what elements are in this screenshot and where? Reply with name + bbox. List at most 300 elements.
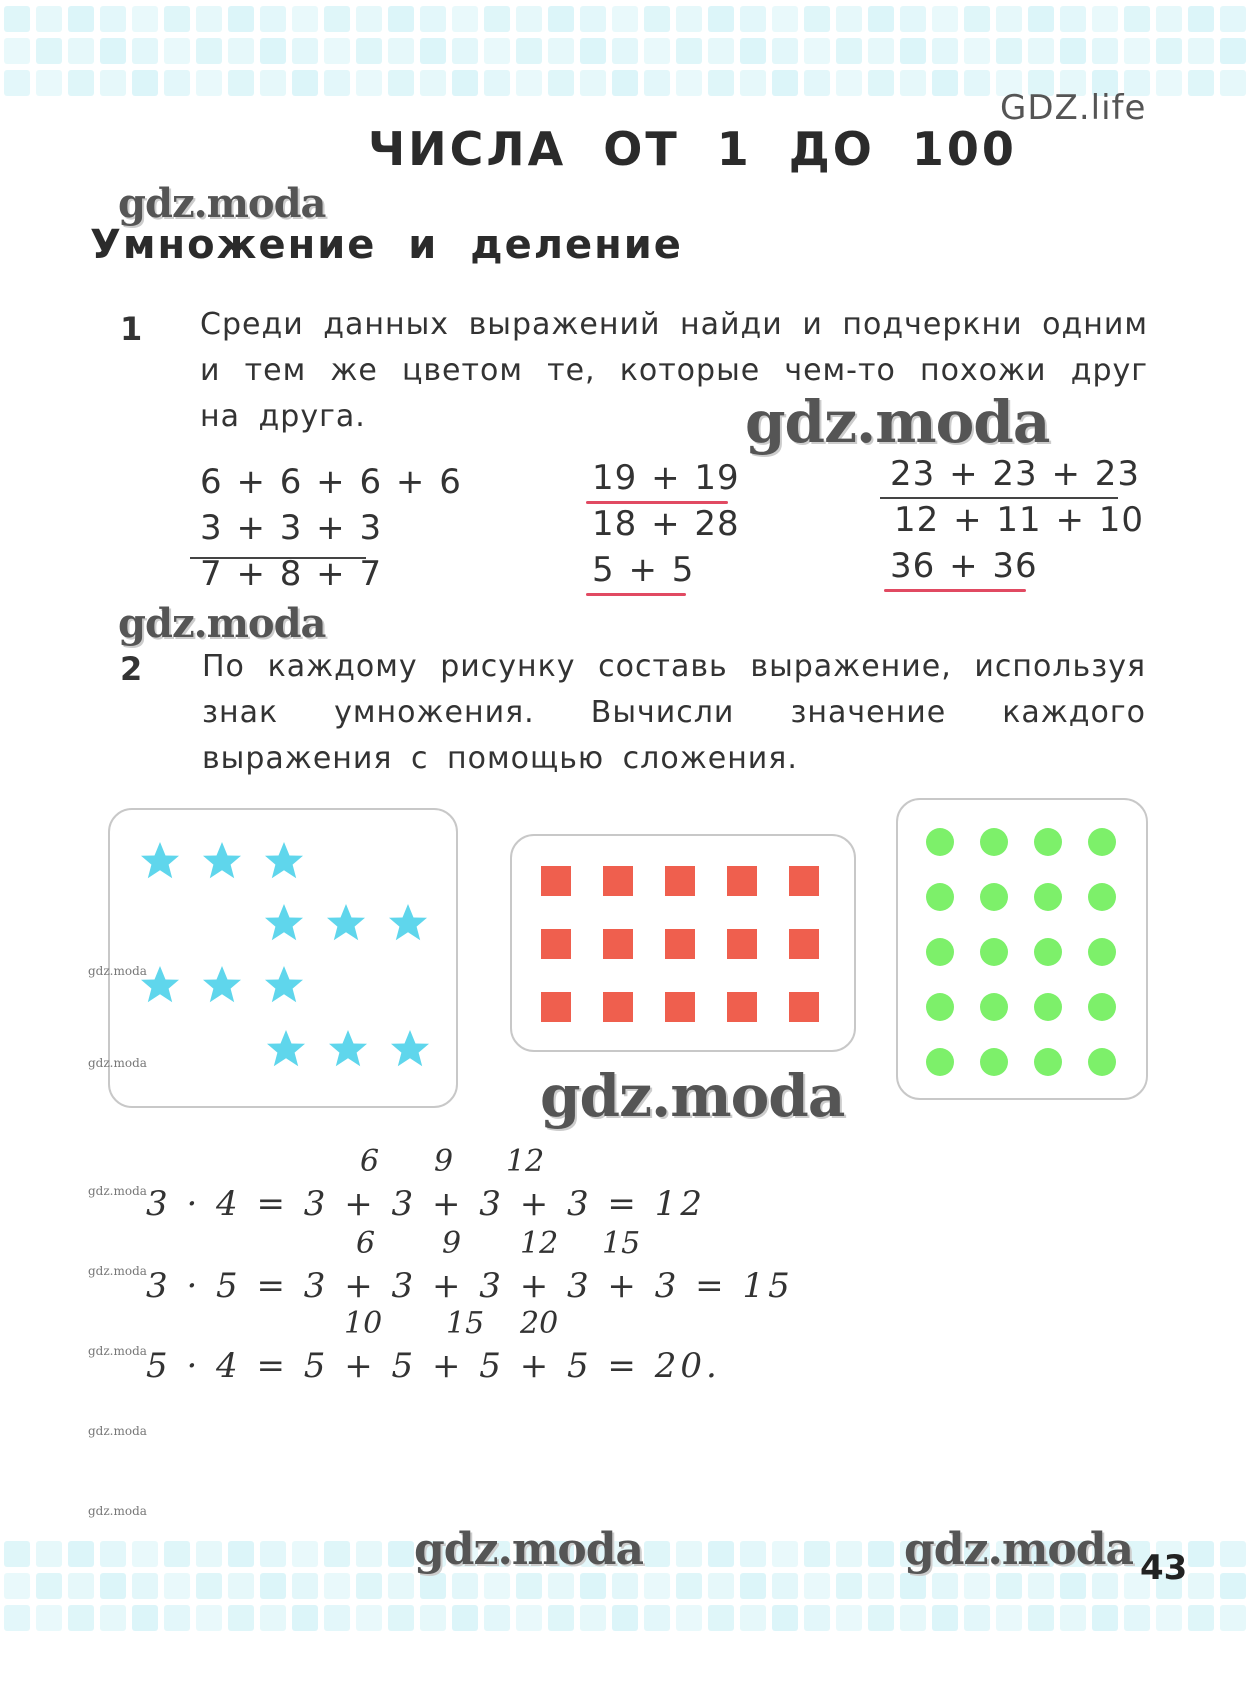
- tile: [548, 6, 574, 32]
- tile: [452, 38, 478, 64]
- partial-sum: 12: [506, 1144, 545, 1179]
- circle-icon: [980, 993, 1008, 1021]
- tile: [1188, 6, 1214, 32]
- star-icon: [265, 966, 303, 1002]
- tile: [4, 38, 30, 64]
- tile: [1028, 1573, 1054, 1599]
- tile: [612, 6, 638, 32]
- tile: [708, 1541, 734, 1567]
- tile: [164, 70, 190, 96]
- tile: [484, 6, 510, 32]
- tile: [996, 38, 1022, 64]
- star-icon: [265, 842, 303, 878]
- tile: [580, 70, 606, 96]
- tile: [868, 1573, 894, 1599]
- tile: [1220, 1541, 1246, 1567]
- tile: [420, 6, 446, 32]
- tile: [228, 1605, 254, 1631]
- tile: [228, 38, 254, 64]
- task-1-text: Среди данных выражений найди и подчеркни одним и тем же цветом те, которые чем-то похожи друг на друга.: [200, 307, 1148, 434]
- tile: [164, 6, 190, 32]
- circle-icon: [1034, 1048, 1062, 1076]
- tile: [1124, 6, 1150, 32]
- tile: [196, 38, 222, 64]
- tile: [164, 38, 190, 64]
- tile: [164, 1573, 190, 1599]
- task-2-number: 2: [120, 650, 143, 688]
- star-group: [267, 1030, 429, 1066]
- watermark: gdz.moda: [118, 600, 326, 647]
- star-icon: [203, 966, 241, 1002]
- tile: [644, 6, 670, 32]
- star-icon: [327, 904, 365, 940]
- tile: [548, 38, 574, 64]
- tile: [292, 38, 318, 64]
- circle-icon: [1034, 993, 1062, 1021]
- expression: 36 + 36: [890, 546, 1038, 586]
- circle-icon: [1088, 993, 1116, 1021]
- tile: [644, 1541, 670, 1567]
- tile: [1060, 1605, 1086, 1631]
- tile: [228, 1573, 254, 1599]
- tile: [100, 70, 126, 96]
- tile: [196, 6, 222, 32]
- tile: [324, 6, 350, 32]
- tile: [484, 1573, 510, 1599]
- tile: [804, 1541, 830, 1567]
- tile: [804, 6, 830, 32]
- tile: [900, 6, 926, 32]
- tile: [964, 1573, 990, 1599]
- tile: [452, 70, 478, 96]
- circle-icon: [1034, 883, 1062, 911]
- tile: [452, 1605, 478, 1631]
- tile: [484, 70, 510, 96]
- tile: [612, 38, 638, 64]
- tile: [1220, 1573, 1246, 1599]
- tile: [484, 1605, 510, 1631]
- tile: [1220, 38, 1246, 64]
- tile: [964, 1605, 990, 1631]
- tile: [1188, 1573, 1214, 1599]
- partial-sum: 12: [520, 1226, 559, 1261]
- tile: [36, 70, 62, 96]
- tile: [804, 38, 830, 64]
- tile: [1124, 1605, 1150, 1631]
- tile: [196, 1605, 222, 1631]
- tile: [356, 70, 382, 96]
- tile: [580, 6, 606, 32]
- square-icon: [727, 866, 757, 896]
- tile: [1188, 70, 1214, 96]
- tile: [324, 1573, 350, 1599]
- tile: [1220, 70, 1246, 96]
- tile: [388, 1605, 414, 1631]
- task-2-text: По каждому рисунку составь выражение, используя знак умножения. Вычисли значение каждого выражения с помощью сложения.: [202, 649, 1146, 776]
- tile: [1060, 1573, 1086, 1599]
- stars-figure: [110, 810, 456, 1106]
- tile: [132, 1605, 158, 1631]
- circle-icon: [1034, 828, 1062, 856]
- tile: [68, 1541, 94, 1567]
- tile: [324, 1605, 350, 1631]
- circle-icon: [926, 828, 954, 856]
- tile: [356, 1573, 382, 1599]
- tile: [260, 1573, 286, 1599]
- tile: [68, 70, 94, 96]
- tile: [868, 1541, 894, 1567]
- partial-sum: 6: [356, 1226, 376, 1261]
- watermark-small: gdz.moda: [88, 964, 147, 978]
- answer-line: 3 · 5 = 3 + 3 + 3 + 3 + 3 = 15: [146, 1266, 794, 1306]
- partial-sum: 20: [520, 1306, 559, 1341]
- tile: [100, 6, 126, 32]
- tile: [676, 1573, 702, 1599]
- tile: [196, 1541, 222, 1567]
- tile: [932, 38, 958, 64]
- tile: [964, 38, 990, 64]
- star-icon: [267, 1030, 305, 1066]
- expression: 19 + 19: [592, 458, 740, 498]
- tile: [964, 70, 990, 96]
- square-icon: [603, 929, 633, 959]
- stars-picture: [108, 808, 458, 1108]
- tile: [164, 1605, 190, 1631]
- tile: [68, 1605, 94, 1631]
- tile: [676, 70, 702, 96]
- tile: [420, 38, 446, 64]
- tile: [996, 6, 1022, 32]
- tile: [676, 1605, 702, 1631]
- tile: [612, 1573, 638, 1599]
- tile: [676, 38, 702, 64]
- tile: [420, 70, 446, 96]
- tile: [932, 1605, 958, 1631]
- tile: [1188, 1541, 1214, 1567]
- tile: [964, 6, 990, 32]
- star-group: [141, 966, 303, 1002]
- tile: [740, 1605, 766, 1631]
- tile: [1156, 38, 1182, 64]
- tile: [420, 1573, 446, 1599]
- tile: [356, 1605, 382, 1631]
- tile: [644, 38, 670, 64]
- tile: [804, 1573, 830, 1599]
- tile: [740, 1573, 766, 1599]
- underline-red: [884, 589, 1026, 592]
- tile: [740, 1541, 766, 1567]
- tile: [836, 70, 862, 96]
- tile: [132, 70, 158, 96]
- tile: [196, 70, 222, 96]
- tile: [900, 1605, 926, 1631]
- circle-icon: [980, 1048, 1008, 1076]
- tile: [772, 6, 798, 32]
- square-icon: [603, 866, 633, 896]
- square-icon: [541, 866, 571, 896]
- partial-sum: 6: [360, 1144, 380, 1179]
- tile: [484, 38, 510, 64]
- tile: [132, 6, 158, 32]
- watermark: gdz.moda: [904, 1524, 1134, 1575]
- tile: [996, 1605, 1022, 1631]
- expression: 7 + 8 + 7: [200, 554, 383, 594]
- watermark: gdz.moda: [118, 180, 326, 227]
- tile: [1028, 1605, 1054, 1631]
- tile: [932, 1573, 958, 1599]
- tile: [228, 1541, 254, 1567]
- tile: [516, 70, 542, 96]
- tile: [1092, 38, 1118, 64]
- partial-sum: 9: [442, 1226, 462, 1261]
- watermark-small: gdz.moda: [88, 1264, 147, 1278]
- tile: [932, 6, 958, 32]
- answer-line: 3 · 4 = 3 + 3 + 3 + 3 = 12: [146, 1184, 706, 1224]
- circle-icon: [1088, 828, 1116, 856]
- star-icon: [141, 842, 179, 878]
- tile: [772, 1605, 798, 1631]
- tile: [100, 1573, 126, 1599]
- tile: [100, 1605, 126, 1631]
- partial-sum: 15: [446, 1306, 485, 1341]
- tile: [388, 6, 414, 32]
- tile: [900, 38, 926, 64]
- tile: [516, 1605, 542, 1631]
- tile: [100, 1541, 126, 1567]
- tile: [548, 1605, 574, 1631]
- tile: [68, 6, 94, 32]
- tile: [1124, 38, 1150, 64]
- tile: [868, 1605, 894, 1631]
- tile: [932, 70, 958, 96]
- circle-icon: [926, 938, 954, 966]
- circle-icon: [980, 883, 1008, 911]
- square-icon: [789, 992, 819, 1022]
- tile: [260, 38, 286, 64]
- expression: 18 + 28: [592, 504, 740, 544]
- tile: [420, 1605, 446, 1631]
- tile: [388, 70, 414, 96]
- tile: [1156, 1605, 1182, 1631]
- star-group: [141, 842, 303, 878]
- tile: [68, 1573, 94, 1599]
- tile: [644, 1573, 670, 1599]
- tile: [292, 6, 318, 32]
- expression: 23 + 23 + 23: [890, 454, 1140, 494]
- page-title: ЧИСЛА ОТ 1 ДО 100: [368, 122, 1017, 176]
- tile: [1092, 1573, 1118, 1599]
- watermark-small: gdz.moda: [88, 1424, 147, 1438]
- tile: [260, 6, 286, 32]
- tile: [1028, 38, 1054, 64]
- expression: 12 + 11 + 10: [894, 500, 1144, 540]
- squares-figure: [512, 836, 854, 1050]
- tile: [1092, 6, 1118, 32]
- square-icon: [727, 929, 757, 959]
- square-icon: [665, 866, 695, 896]
- circles-picture: [896, 798, 1148, 1100]
- tile: [580, 1573, 606, 1599]
- tile: [356, 6, 382, 32]
- tile: [132, 1573, 158, 1599]
- tile: [612, 1605, 638, 1631]
- tile: [644, 1605, 670, 1631]
- tile: [836, 1573, 862, 1599]
- watermark: gdz.moda: [414, 1524, 644, 1575]
- tile: [4, 1605, 30, 1631]
- square-icon: [789, 866, 819, 896]
- tile: [164, 1541, 190, 1567]
- expression: 5 + 5: [592, 550, 695, 590]
- tile: [772, 1541, 798, 1567]
- watermark: gdz.moda: [540, 1062, 845, 1130]
- tile: [388, 1541, 414, 1567]
- tile: [1188, 1605, 1214, 1631]
- tile: [452, 6, 478, 32]
- section-title: Умножение и деление: [90, 222, 683, 268]
- page-number: 43: [1140, 1548, 1188, 1588]
- tile: [260, 1605, 286, 1631]
- tile: [292, 1605, 318, 1631]
- tile: [356, 1541, 382, 1567]
- star-icon: [391, 1030, 429, 1066]
- tile: [900, 1573, 926, 1599]
- tile: [868, 38, 894, 64]
- square-icon: [727, 992, 757, 1022]
- tile: [228, 70, 254, 96]
- tile: [324, 38, 350, 64]
- tile: [836, 1541, 862, 1567]
- tile: [292, 1541, 318, 1567]
- tile: [740, 70, 766, 96]
- circle-icon: [980, 938, 1008, 966]
- circle-icon: [1088, 1048, 1116, 1076]
- tile: [36, 38, 62, 64]
- tile: [516, 38, 542, 64]
- tile: [452, 1573, 478, 1599]
- expression: 3 + 3 + 3: [200, 508, 383, 548]
- tile: [868, 6, 894, 32]
- square-icon: [665, 992, 695, 1022]
- squares-picture: [510, 834, 856, 1052]
- answer-line: 5 · 4 = 5 + 5 + 5 + 5 = 20.: [146, 1346, 721, 1386]
- watermark-small: gdz.moda: [88, 1056, 147, 1070]
- tile: [900, 70, 926, 96]
- tile: [36, 1573, 62, 1599]
- tile: [324, 1541, 350, 1567]
- watermark-small: gdz.moda: [88, 1184, 147, 1198]
- tile: [1028, 6, 1054, 32]
- tile: [804, 70, 830, 96]
- watermark-small: gdz.moda: [88, 1504, 147, 1518]
- tile: [996, 1573, 1022, 1599]
- tile: [132, 1541, 158, 1567]
- watermark: gdz.moda: [745, 388, 1050, 456]
- circle-icon: [926, 993, 954, 1021]
- tile: [676, 6, 702, 32]
- tile: [1220, 1605, 1246, 1631]
- tile: [1156, 70, 1182, 96]
- square-icon: [603, 992, 633, 1022]
- watermark-small: gdz.moda: [88, 1344, 147, 1358]
- tile: [708, 6, 734, 32]
- tile: [4, 6, 30, 32]
- tile: [292, 1573, 318, 1599]
- star-icon: [329, 1030, 367, 1066]
- circle-icon: [1034, 938, 1062, 966]
- tile: [772, 1573, 798, 1599]
- circle-icon: [926, 883, 954, 911]
- tile: [708, 70, 734, 96]
- tile: [836, 6, 862, 32]
- tile: [68, 38, 94, 64]
- tile: [548, 70, 574, 96]
- tile: [580, 1605, 606, 1631]
- tile: [132, 38, 158, 64]
- square-icon: [541, 992, 571, 1022]
- tile: [196, 1573, 222, 1599]
- tile: [1060, 6, 1086, 32]
- site-mark: GDZ.life: [1000, 88, 1147, 128]
- tile: [708, 1573, 734, 1599]
- circles-figure: [898, 800, 1146, 1098]
- tile: [36, 1605, 62, 1631]
- circle-icon: [1088, 883, 1116, 911]
- tile: [516, 6, 542, 32]
- tile: [804, 1605, 830, 1631]
- tile: [36, 1541, 62, 1567]
- star-icon: [203, 842, 241, 878]
- expression: 6 + 6 + 6 + 6: [200, 462, 462, 502]
- tile: [1092, 1605, 1118, 1631]
- circle-icon: [980, 828, 1008, 856]
- tile: [356, 38, 382, 64]
- tile: [836, 1605, 862, 1631]
- tile: [644, 70, 670, 96]
- tile: [260, 70, 286, 96]
- partial-sum: 9: [434, 1144, 454, 1179]
- task-1-number: 1: [120, 310, 143, 348]
- tile: [516, 1573, 542, 1599]
- tile: [836, 38, 862, 64]
- tile: [548, 1573, 574, 1599]
- underline-dark: [880, 497, 1118, 499]
- tile: [36, 6, 62, 32]
- tile: [100, 38, 126, 64]
- tile: [772, 38, 798, 64]
- partial-sum: 10: [344, 1306, 383, 1341]
- tile: [4, 70, 30, 96]
- tile: [1188, 38, 1214, 64]
- circle-icon: [1088, 938, 1116, 966]
- tile: [1060, 38, 1086, 64]
- tile: [228, 6, 254, 32]
- tile: [1156, 6, 1182, 32]
- tile: [868, 70, 894, 96]
- star-group: [265, 904, 427, 940]
- square-icon: [789, 929, 819, 959]
- star-icon: [265, 904, 303, 940]
- tile: [772, 70, 798, 96]
- tile: [740, 38, 766, 64]
- circle-icon: [926, 1048, 954, 1076]
- tile: [676, 1541, 702, 1567]
- tile: [740, 6, 766, 32]
- square-icon: [541, 929, 571, 959]
- tile: [260, 1541, 286, 1567]
- underline-red: [586, 593, 686, 596]
- tile: [324, 70, 350, 96]
